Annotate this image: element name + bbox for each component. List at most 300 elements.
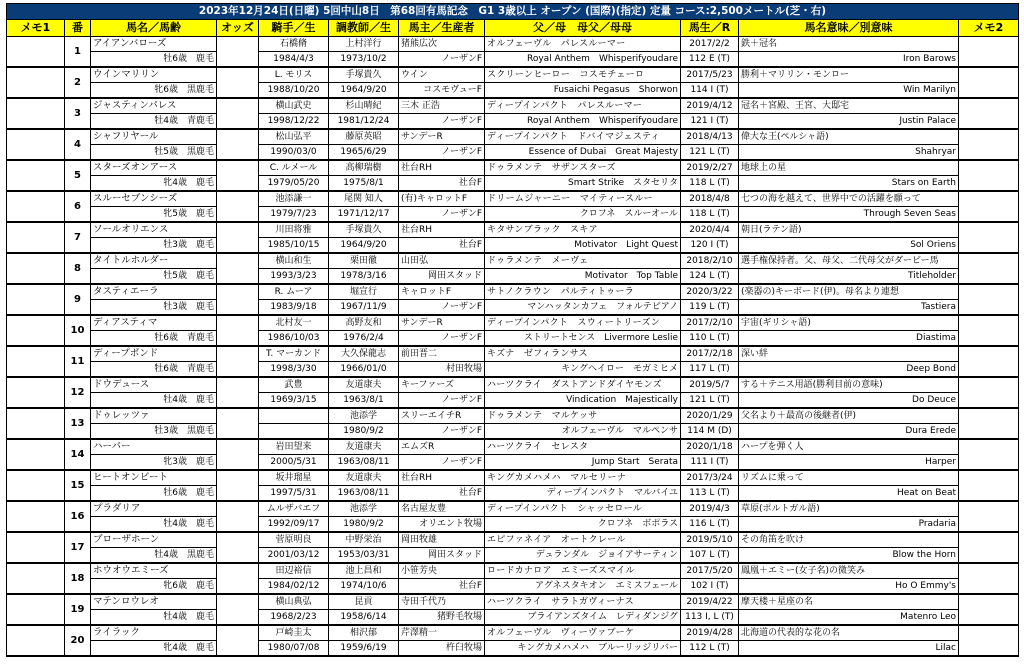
memo2-cell[interactable]	[959, 439, 1019, 470]
trainer-birth: 1964/9/20	[329, 83, 399, 99]
name-meaning: 草原(ポルトガル語)	[739, 501, 959, 517]
jockey-name: 田辺裕信	[259, 563, 329, 579]
jockey-name: 坂井瑠星	[259, 470, 329, 486]
header-odds: オッズ	[217, 20, 259, 37]
name-meaning: ハープを弾く人	[739, 439, 959, 455]
rating: 113 I, L (T)	[681, 610, 739, 626]
trainer-name: 友道康夫	[329, 377, 399, 393]
horse-name: ソールオリエンス	[91, 222, 217, 238]
horse-number: 14	[65, 439, 91, 470]
name-meaning: 鳳凰＋エミー(女子名)の微笑み	[739, 563, 959, 579]
name-meaning-alt: Heat on Beat	[739, 486, 959, 502]
trainer-name: 友道康夫	[329, 470, 399, 486]
horse-number: 16	[65, 501, 91, 532]
race-title: 2023年12月24日(日曜) 5回中山8日 第68回有馬記念 G1 3歳以上 オープン (国際)(指定) 定量 コース:2,500メートル(芝・右)	[7, 4, 1019, 20]
trainer-name: 尾関 知人	[329, 191, 399, 207]
horse-name: アイアンバローズ	[91, 37, 217, 52]
horse-age-color: 牡4歳 鹿毛	[91, 610, 217, 626]
odds-cell[interactable]	[217, 625, 259, 656]
name-meaning: する＋テニス用語(勝利目前の意味)	[739, 377, 959, 393]
jockey-birth: 1984/02/12	[259, 579, 329, 595]
odds-cell[interactable]	[217, 253, 259, 284]
jockey-birth: 1969/3/15	[259, 393, 329, 409]
horse-name: タイトルホルダー	[91, 253, 217, 269]
jockey-birth: 2001/03/12	[259, 548, 329, 564]
rating: 118 L (T)	[681, 207, 739, 223]
memo1-cell[interactable]	[7, 191, 65, 222]
pedigree-sire-dam: ディープインパクト ドバイマジェスティ	[485, 129, 681, 145]
pedigree-damsire-granddam: デュランダル ジョイアサーティン	[485, 548, 681, 564]
table-row	[7, 269, 1019, 285]
name-meaning: 摩天楼＋星座の名	[739, 594, 959, 610]
rating: 121 I (T)	[681, 114, 739, 130]
odds-cell[interactable]	[217, 563, 259, 594]
name-meaning-alt: Blow the Horn	[739, 548, 959, 564]
horse-age-color: 牡3歳 鹿毛	[91, 300, 217, 316]
trainer-birth: 1958/6/14	[329, 610, 399, 626]
birth-date: 2018/4/13	[681, 129, 739, 145]
jockey-name: C. ルメール	[259, 160, 329, 176]
birth-date: 2019/2/27	[681, 160, 739, 176]
birth-date: 2017/5/20	[681, 563, 739, 579]
name-meaning: 地球上の星	[739, 160, 959, 176]
pedigree-damsire-granddam: マンハッタンカフェ フォルテピアノ	[485, 300, 681, 316]
birth-date: 2020/1/29	[681, 408, 739, 424]
rating: 114 I (T)	[681, 83, 739, 99]
odds-cell[interactable]	[217, 470, 259, 501]
jockey-name: 岩田望来	[259, 439, 329, 455]
breeder-name: ノーザンF	[399, 52, 485, 68]
rating: 120 I (T)	[681, 238, 739, 254]
pedigree-damsire-granddam: キングヘイロー モガミヒメ	[485, 362, 681, 378]
trainer-birth: 1963/08/11	[329, 455, 399, 471]
name-meaning: その角笛を吹け	[739, 532, 959, 548]
odds-cell[interactable]	[217, 315, 259, 346]
owner-name: 社台RH	[399, 222, 485, 238]
rating: 117 L (T)	[681, 362, 739, 378]
rating: 114 M (D)	[681, 424, 739, 440]
breeder-name: 社台F	[399, 238, 485, 254]
odds-cell[interactable]	[217, 377, 259, 408]
odds-cell[interactable]	[217, 160, 259, 191]
memo1-cell[interactable]	[7, 37, 65, 68]
breeder-name: ノーザンF	[399, 393, 485, 409]
name-meaning: 深い絆	[739, 346, 959, 362]
name-meaning: 北海道の代表的な花の名	[739, 625, 959, 641]
name-meaning-alt: Do Deuce	[739, 393, 959, 409]
trainer-name: 高野友和	[329, 315, 399, 331]
table-row	[7, 501, 1019, 517]
name-meaning-alt: Iron Barows	[739, 52, 959, 68]
horse-age-color: 牝6歳 黒鹿毛	[91, 83, 217, 99]
pedigree-sire-dam: キングカメハメハ マルセリーナ	[485, 470, 681, 486]
horse-number: 1	[65, 37, 91, 68]
trainer-name: 池上昌和	[329, 563, 399, 579]
birth-date: 2019/4/28	[681, 625, 739, 641]
memo2-cell[interactable]	[959, 408, 1019, 439]
trainer-name: 友道康夫	[329, 439, 399, 455]
pedigree-sire-dam: ディープインパクト シャッセロール	[485, 501, 681, 517]
rating: 118 L (T)	[681, 176, 739, 192]
trainer-birth: 1976/2/4	[329, 331, 399, 347]
trainer-name: 栗田徹	[329, 253, 399, 269]
jockey-name: ムルザバエフ	[259, 501, 329, 517]
horse-age-color: 牡4歳 青鹿毛	[91, 114, 217, 130]
trainer-birth: 1974/10/6	[329, 579, 399, 595]
table-row	[7, 517, 1019, 533]
memo1-cell[interactable]	[7, 532, 65, 563]
trainer-name: 相沢郁	[329, 625, 399, 641]
table-row	[7, 160, 1019, 176]
name-meaning-alt: Win Marilyn	[739, 83, 959, 99]
pedigree-damsire-granddam: Vindication Majestically	[485, 393, 681, 409]
horse-age-color: 牡5歳 黒鹿毛	[91, 145, 217, 161]
table-row	[7, 176, 1019, 192]
memo2-cell[interactable]	[959, 563, 1019, 594]
birth-date: 2018/2/10	[681, 253, 739, 269]
horse-age-color: 牝3歳 鹿毛	[91, 455, 217, 471]
memo2-cell[interactable]	[959, 253, 1019, 284]
horse-name: ライラック	[91, 625, 217, 641]
horse-number: 19	[65, 594, 91, 625]
table-row	[7, 408, 1019, 424]
pedigree-sire-dam: スクリーンヒーロー コスモチェーロ	[485, 67, 681, 83]
pedigree-sire-dam: オルフェーヴル ヴィーヴァブーケ	[485, 625, 681, 641]
jockey-name: T. マーカンド	[259, 346, 329, 362]
memo2-cell[interactable]	[959, 98, 1019, 129]
name-meaning-alt: Ho O Emmy's	[739, 579, 959, 595]
name-meaning-alt: Sol Oriens	[739, 238, 959, 254]
jockey-birth: 1992/09/17	[259, 517, 329, 533]
horse-age-color: 牝6歳 鹿毛	[91, 579, 217, 595]
odds-cell[interactable]	[217, 532, 259, 563]
horse-name: ホウオウエミーズ	[91, 563, 217, 579]
memo1-cell[interactable]	[7, 563, 65, 594]
trainer-name: 高柳瑞樹	[329, 160, 399, 176]
memo2-cell[interactable]	[959, 67, 1019, 98]
owner-name: キーファーズ	[399, 377, 485, 393]
odds-cell[interactable]	[217, 439, 259, 470]
name-meaning-alt: Deep Bond	[739, 362, 959, 378]
horse-name: ドゥレッツァ	[91, 408, 217, 424]
table-row	[7, 300, 1019, 316]
memo1-cell[interactable]	[7, 315, 65, 346]
table-row	[7, 579, 1019, 595]
memo1-cell[interactable]	[7, 253, 65, 284]
pedigree-damsire-granddam: アグネスタキオン エミスフェール	[485, 579, 681, 595]
pedigree-sire-dam: ハーツクライ セレスタ	[485, 439, 681, 455]
name-meaning-alt: Tastiera	[739, 300, 959, 316]
memo2-cell[interactable]	[959, 160, 1019, 191]
name-meaning: 偉大な王(ペルシャ語)	[739, 129, 959, 145]
memo1-cell[interactable]	[7, 129, 65, 160]
pedigree-damsire-granddam: Jump Start Serata	[485, 455, 681, 471]
entries-body	[7, 37, 1019, 657]
table-row	[7, 207, 1019, 223]
birth-date: 2019/4/22	[681, 594, 739, 610]
pedigree-damsire-granddam: Royal Anthem Whisperifyoudare	[485, 114, 681, 130]
jockey-birth	[259, 424, 329, 440]
header-memo2: メモ2	[959, 20, 1019, 37]
jockey-birth: 1993/3/23	[259, 269, 329, 285]
birth-date: 2019/4/3	[681, 501, 739, 517]
table-row	[7, 641, 1019, 657]
horse-name: スルーセブンシーズ	[91, 191, 217, 207]
name-meaning: 宇宙(ギリシャ語)	[739, 315, 959, 331]
memo1-cell[interactable]	[7, 377, 65, 408]
breeder-name: 社台F	[399, 486, 485, 502]
odds-cell[interactable]	[217, 191, 259, 222]
table-row	[7, 315, 1019, 331]
pedigree-damsire-granddam: Essence of Dubai Great Majesty	[485, 145, 681, 161]
pedigree-sire-dam: ロードカナロア エミーズスマイル	[485, 563, 681, 579]
horse-name: プラダリア	[91, 501, 217, 517]
pedigree-sire-dam: ドゥラメンテ サザンスターズ	[485, 160, 681, 176]
jockey-birth: 1985/10/15	[259, 238, 329, 254]
horse-number: 4	[65, 129, 91, 160]
breeder-name: 猪野毛牧場	[399, 610, 485, 626]
memo2-cell[interactable]	[959, 346, 1019, 377]
name-meaning-alt: Justin Palace	[739, 114, 959, 130]
jockey-birth: 1979/05/20	[259, 176, 329, 192]
name-meaning-alt: Shahryar	[739, 145, 959, 161]
birth-date: 2017/2/18	[681, 346, 739, 362]
memo2-cell[interactable]	[959, 191, 1019, 222]
memo2-cell[interactable]	[959, 37, 1019, 68]
horse-age-color: 牡6歳 青鹿毛	[91, 362, 217, 378]
jockey-birth: 1998/12/22	[259, 114, 329, 130]
jockey-birth: 1983/9/18	[259, 300, 329, 316]
birth-date: 2019/4/12	[681, 98, 739, 114]
horse-age-color: 牡3歳 鹿毛	[91, 238, 217, 254]
owner-name: 山田弘	[399, 253, 485, 269]
pedigree-sire-dam: ハーツクライ サラトガヴィーナス	[485, 594, 681, 610]
rating: 121 L (T)	[681, 393, 739, 409]
odds-cell[interactable]	[217, 129, 259, 160]
horse-name: シャフリヤール	[91, 129, 217, 145]
birth-date: 2019/5/10	[681, 532, 739, 548]
owner-name: サンデーR	[399, 315, 485, 331]
birth-date: 2017/3/24	[681, 470, 739, 486]
jockey-name	[259, 408, 329, 424]
memo1-cell[interactable]	[7, 346, 65, 377]
horse-name: ディアスティマ	[91, 315, 217, 331]
header-owner: 馬主／生産者	[399, 20, 485, 37]
trainer-birth: 1959/6/19	[329, 641, 399, 657]
table-row	[7, 439, 1019, 455]
trainer-birth: 1978/3/16	[329, 269, 399, 285]
odds-cell[interactable]	[217, 222, 259, 253]
horse-age-color: 牡3歳 黒鹿毛	[91, 424, 217, 440]
trainer-birth: 1975/8/1	[329, 176, 399, 192]
memo2-cell[interactable]	[959, 377, 1019, 408]
name-meaning: 朝日(ラテン語)	[739, 222, 959, 238]
odds-cell[interactable]	[217, 594, 259, 625]
trainer-birth: 1966/01/0	[329, 362, 399, 378]
jockey-birth: 1990/03/0	[259, 145, 329, 161]
jockey-name: R. ムーア	[259, 284, 329, 300]
race-sheet	[6, 3, 1018, 657]
memo2-cell[interactable]	[959, 129, 1019, 160]
pedigree-sire-dam: ハーツクライ ダストアンドダイヤモンズ	[485, 377, 681, 393]
breeder-name: ノーザンF	[399, 207, 485, 223]
odds-cell[interactable]	[217, 37, 259, 68]
table-row	[7, 594, 1019, 610]
breeder-name: 岡田スタッド	[399, 548, 485, 564]
horse-name: ハーパー	[91, 439, 217, 455]
jockey-name: L. モリス	[259, 67, 329, 83]
memo1-cell[interactable]	[7, 160, 65, 191]
breeder-name: ノーザンF	[399, 331, 485, 347]
name-meaning-alt: Harper	[739, 455, 959, 471]
memo1-cell[interactable]	[7, 98, 65, 129]
name-meaning: 勝利＋マリリン・モンロー	[739, 67, 959, 83]
birth-date: 2017/5/23	[681, 67, 739, 83]
horse-number: 7	[65, 222, 91, 253]
birth-date: 2019/5/7	[681, 377, 739, 393]
birth-date: 2020/4/4	[681, 222, 739, 238]
table-row	[7, 222, 1019, 238]
memo1-cell[interactable]	[7, 470, 65, 501]
trainer-name: 杉山晴紀	[329, 98, 399, 114]
jockey-name: 菅原明良	[259, 532, 329, 548]
memo1-cell[interactable]	[7, 625, 65, 656]
pedigree-damsire-granddam: Motivator Top Table	[485, 269, 681, 285]
memo2-cell[interactable]	[959, 284, 1019, 315]
odds-cell[interactable]	[217, 67, 259, 98]
owner-name: 三木 正浩	[399, 98, 485, 114]
odds-cell[interactable]	[217, 346, 259, 377]
memo2-cell[interactable]	[959, 222, 1019, 253]
header-meaning: 馬名意味／別意味	[739, 20, 959, 37]
table-row	[7, 346, 1019, 362]
trainer-name: 手塚貴久	[329, 67, 399, 83]
trainer-birth: 1964/9/20	[329, 238, 399, 254]
header-trainer: 調教師／生	[329, 20, 399, 37]
table-row	[7, 424, 1019, 440]
horse-name: スターズオンアース	[91, 160, 217, 176]
odds-cell[interactable]	[217, 408, 259, 439]
owner-name: 社台RH	[399, 160, 485, 176]
table-row	[7, 486, 1019, 502]
jockey-birth: 2000/5/31	[259, 455, 329, 471]
table-row	[7, 67, 1019, 83]
jockey-birth: 1988/10/20	[259, 83, 329, 99]
breeder-name: ノーザンF	[399, 455, 485, 471]
memo1-cell[interactable]	[7, 439, 65, 470]
breeder-name: オリエント牧場	[399, 517, 485, 533]
odds-cell[interactable]	[217, 501, 259, 532]
trainer-name: 堀宣行	[329, 284, 399, 300]
jockey-birth: 1980/07/08	[259, 641, 329, 657]
rating: 119 L (T)	[681, 300, 739, 316]
horse-number: 13	[65, 408, 91, 439]
table-row	[7, 284, 1019, 300]
trainer-birth: 1953/03/31	[329, 548, 399, 564]
table-row	[7, 362, 1019, 378]
rating: 112 L (T)	[681, 641, 739, 657]
memo1-cell[interactable]	[7, 67, 65, 98]
table-row	[7, 625, 1019, 641]
breeder-name: コスモヴューF	[399, 83, 485, 99]
header-horse: 馬名／馬齢	[91, 20, 217, 37]
horse-age-color: 牡5歳 鹿毛	[91, 269, 217, 285]
table-row	[7, 377, 1019, 393]
memo1-cell[interactable]	[7, 222, 65, 253]
trainer-name: 中野栄治	[329, 532, 399, 548]
rating: 124 L (T)	[681, 269, 739, 285]
name-meaning-alt: Diastima	[739, 331, 959, 347]
trainer-birth: 1971/12/17	[329, 207, 399, 223]
breeder-name: ノーザンF	[399, 300, 485, 316]
odds-cell[interactable]	[217, 284, 259, 315]
memo2-cell[interactable]	[959, 315, 1019, 346]
pedigree-sire-dam: ディープインパクト パレスルーマー	[485, 98, 681, 114]
horse-name: マテンロウレオ	[91, 594, 217, 610]
table-row	[7, 52, 1019, 68]
memo2-cell[interactable]	[959, 625, 1019, 656]
jockey-birth: 1968/2/23	[259, 610, 329, 626]
owner-name: 前田晋二	[399, 346, 485, 362]
jockey-birth: 1998/3/30	[259, 362, 329, 378]
memo1-cell[interactable]	[7, 501, 65, 532]
horse-name: ブローザホーン	[91, 532, 217, 548]
pedigree-damsire-granddam: Smart Strike スタセリタ	[485, 176, 681, 192]
memo2-cell[interactable]	[959, 532, 1019, 563]
entries-table	[6, 3, 1019, 657]
horse-name: ディープボンド	[91, 346, 217, 362]
jockey-name: 横山武史	[259, 98, 329, 114]
pedigree-sire-dam: エピファネイア オートクレール	[485, 532, 681, 548]
memo2-cell[interactable]	[959, 594, 1019, 625]
memo2-cell[interactable]	[959, 470, 1019, 501]
horse-number: 3	[65, 98, 91, 129]
name-meaning: リズムに乗って	[739, 470, 959, 486]
horse-name: ジャスティンパレス	[91, 98, 217, 114]
breeder-name: ノーザンF	[399, 424, 485, 440]
pedigree-sire-dam: ドリームジャーニー マイティースルー	[485, 191, 681, 207]
name-meaning: 鉄＋冠名	[739, 37, 959, 52]
rating: 107 L (T)	[681, 548, 739, 564]
horse-number: 2	[65, 67, 91, 98]
memo1-cell[interactable]	[7, 408, 65, 439]
jockey-name: 川田将雅	[259, 222, 329, 238]
birth-date: 2017/2/2	[681, 37, 739, 52]
memo1-cell[interactable]	[7, 284, 65, 315]
odds-cell[interactable]	[217, 98, 259, 129]
table-row	[7, 253, 1019, 269]
owner-name: スリーエイチR	[399, 408, 485, 424]
jockey-name: 池添謙一	[259, 191, 329, 207]
memo2-cell[interactable]	[959, 501, 1019, 532]
horse-number: 15	[65, 470, 91, 501]
name-meaning-alt: Dura Erede	[739, 424, 959, 440]
rating: 102 I (T)	[681, 579, 739, 595]
name-meaning-alt: Titleholder	[739, 269, 959, 285]
pedigree-damsire-granddam: Fusaichi Pegasus Shorwon	[485, 83, 681, 99]
trainer-name: 大久保龍志	[329, 346, 399, 362]
trainer-birth: 1973/10/2	[329, 52, 399, 68]
rating: 113 L (T)	[681, 486, 739, 502]
horse-age-color: 牝4歳 鹿毛	[91, 641, 217, 657]
header-jockey: 騎手／生	[259, 20, 329, 37]
memo1-cell[interactable]	[7, 594, 65, 625]
owner-name: 小笹芳央	[399, 563, 485, 579]
pedigree-sire-dam: サトノクラウン パルティトゥーラ	[485, 284, 681, 300]
horse-number: 17	[65, 532, 91, 563]
trainer-birth: 1963/08/11	[329, 486, 399, 502]
pedigree-sire-dam: キタサンブラック スキア	[485, 222, 681, 238]
